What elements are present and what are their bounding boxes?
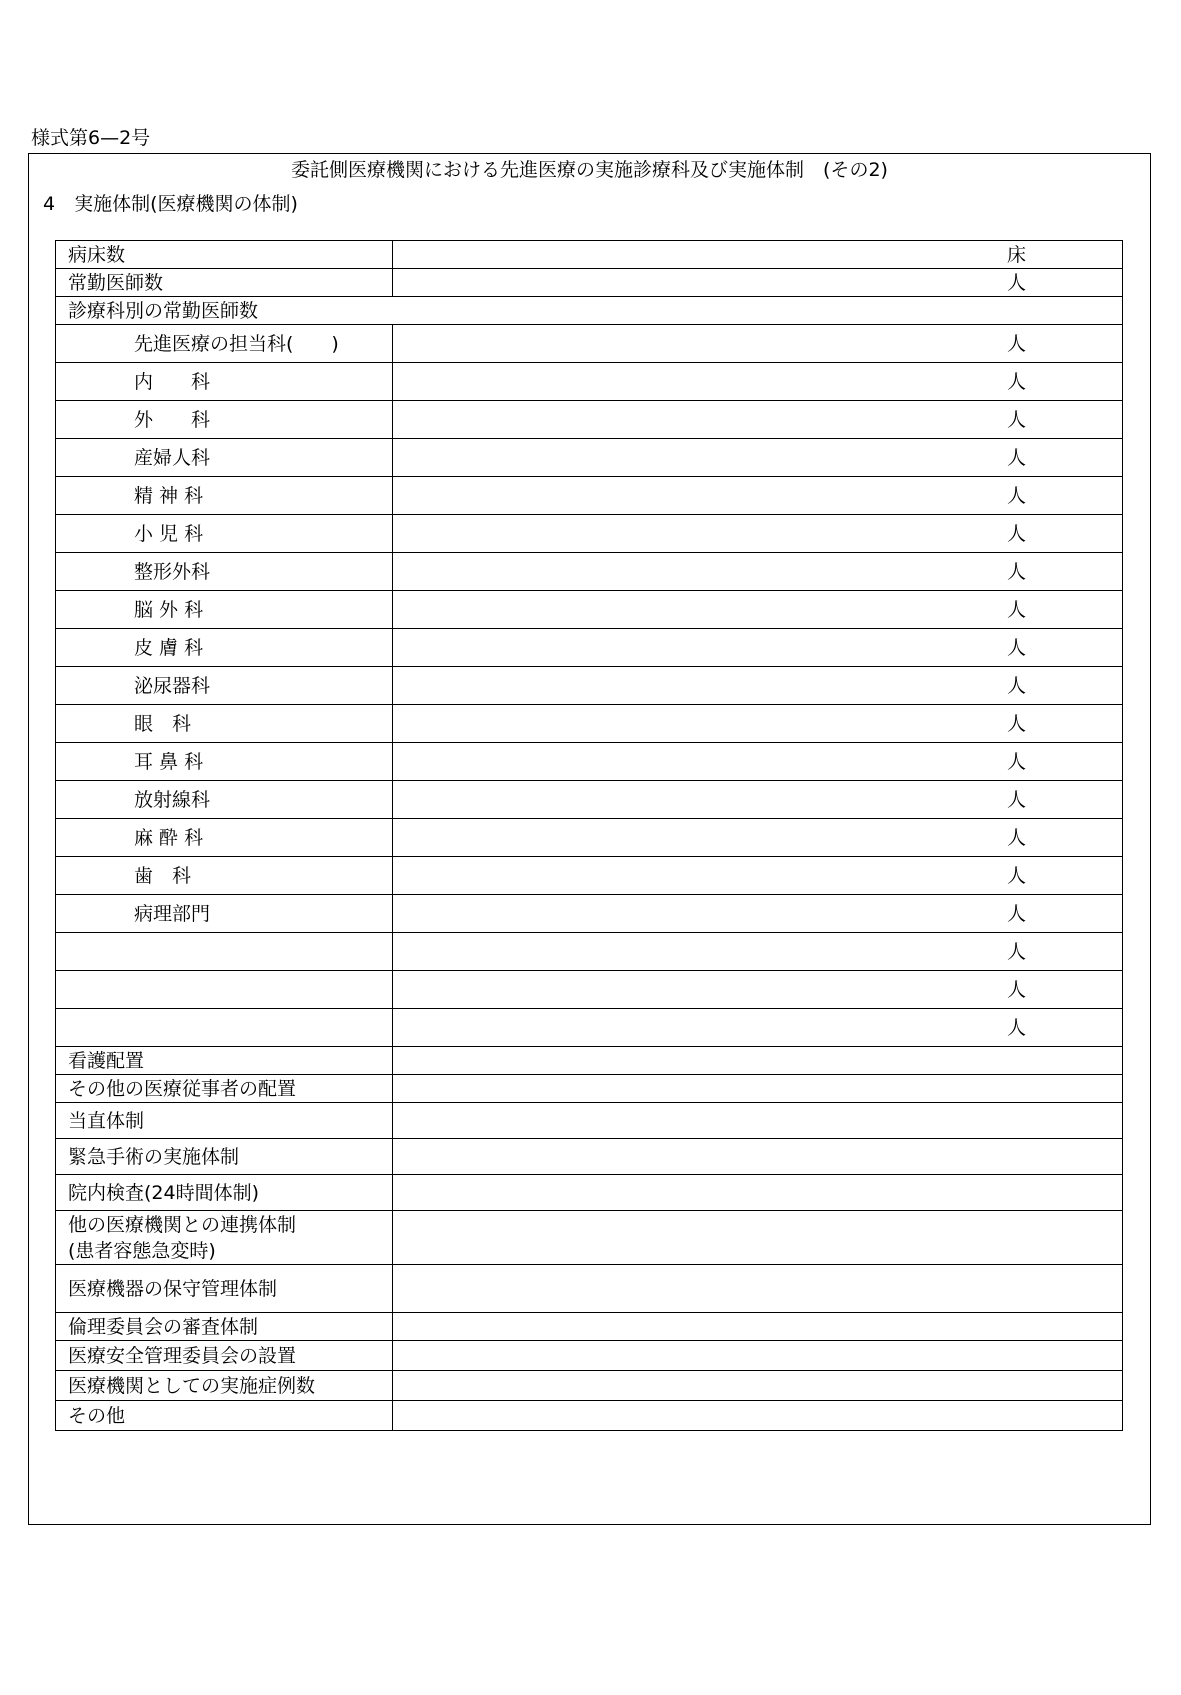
table-row bbox=[56, 743, 1123, 781]
unit-label: 人 bbox=[1006, 522, 1026, 545]
table-row bbox=[56, 1175, 1123, 1211]
table-row bbox=[56, 857, 1123, 895]
department-label: 産婦人科 bbox=[56, 439, 393, 477]
department-label bbox=[56, 1009, 393, 1047]
cooperation-input[interactable] bbox=[393, 1211, 1123, 1265]
department-count-input[interactable] bbox=[393, 401, 1123, 439]
unit-label: 床 bbox=[1006, 243, 1026, 266]
department-count-input[interactable] bbox=[393, 629, 1123, 667]
department-count-input[interactable] bbox=[393, 553, 1123, 591]
table-row bbox=[56, 401, 1123, 439]
emergency-surgery-label: 緊急手術の実施体制 bbox=[56, 1139, 393, 1175]
beds-label: 病床数 bbox=[56, 241, 393, 269]
unit-label: 人 bbox=[1006, 674, 1026, 697]
department-label: 放射線科 bbox=[56, 781, 393, 819]
by-department-heading: 診療科別の常勤医師数 bbox=[56, 297, 1123, 325]
table-row bbox=[56, 363, 1123, 401]
table-row bbox=[56, 1211, 1123, 1265]
department-count-input[interactable] bbox=[393, 477, 1123, 515]
unit-label: 人 bbox=[1006, 940, 1026, 963]
ethics-label: 倫理委員会の審査体制 bbox=[56, 1313, 393, 1341]
cooperation-label bbox=[56, 1211, 393, 1265]
system-table bbox=[55, 240, 1123, 1431]
department-label: 麻 酔 科 bbox=[56, 819, 393, 857]
other-staff-input[interactable] bbox=[393, 1075, 1123, 1103]
unit-label: 人 bbox=[1006, 598, 1026, 621]
table-row bbox=[56, 1009, 1123, 1047]
unit-label: 人 bbox=[1006, 864, 1026, 887]
department-count-input[interactable] bbox=[393, 1009, 1123, 1047]
unit-label: 人 bbox=[1006, 636, 1026, 659]
cooperation-label-line2: (患者容態急変時) bbox=[68, 1239, 216, 1262]
department-count-input[interactable] bbox=[393, 591, 1123, 629]
department-count-input[interactable] bbox=[393, 515, 1123, 553]
fulltime-doctors-input[interactable] bbox=[393, 269, 1123, 297]
beds-input[interactable] bbox=[393, 241, 1123, 269]
table-row bbox=[56, 1265, 1123, 1313]
table-row bbox=[56, 1047, 1123, 1075]
department-label bbox=[56, 933, 393, 971]
unit-label: 人 bbox=[1006, 271, 1026, 294]
department-label: 先進医療の担当科( ) bbox=[56, 325, 393, 363]
nursing-label: 看護配置 bbox=[56, 1047, 393, 1075]
unit-label: 人 bbox=[1006, 370, 1026, 393]
table-row bbox=[56, 1401, 1123, 1431]
department-count-input[interactable] bbox=[393, 363, 1123, 401]
unit-label: 人 bbox=[1006, 1016, 1026, 1039]
table-row bbox=[56, 781, 1123, 819]
other-label: その他 bbox=[56, 1401, 393, 1431]
table-row bbox=[56, 297, 1123, 325]
department-label: 皮 膚 科 bbox=[56, 629, 393, 667]
cooperation-label-line1: 他の医療機関との連携体制 bbox=[68, 1213, 297, 1236]
table-row bbox=[56, 895, 1123, 933]
unit-label: 人 bbox=[1006, 408, 1026, 431]
on-duty-input[interactable] bbox=[393, 1103, 1123, 1139]
department-label: 泌尿器科 bbox=[56, 667, 393, 705]
unit-label: 人 bbox=[1006, 826, 1026, 849]
department-rows bbox=[56, 325, 1123, 1047]
department-label: 歯 科 bbox=[56, 857, 393, 895]
table-row bbox=[56, 439, 1123, 477]
table-row bbox=[56, 667, 1123, 705]
unit-label: 人 bbox=[1006, 902, 1026, 925]
unit-label: 人 bbox=[1006, 560, 1026, 583]
unit-label: 人 bbox=[1006, 484, 1026, 507]
table-row bbox=[56, 1371, 1123, 1401]
department-label: 精 神 科 bbox=[56, 477, 393, 515]
table-row bbox=[56, 269, 1123, 297]
section-heading: 4 実施体制(医療機関の体制) bbox=[43, 193, 298, 215]
table-row bbox=[56, 1103, 1123, 1139]
form-number: 様式第6—2号 bbox=[31, 127, 151, 149]
department-label: 整形外科 bbox=[56, 553, 393, 591]
department-count-input[interactable] bbox=[393, 971, 1123, 1009]
form-frame bbox=[28, 153, 1151, 1525]
nursing-input[interactable] bbox=[393, 1047, 1123, 1075]
department-count-input[interactable] bbox=[393, 667, 1123, 705]
department-label: 小 児 科 bbox=[56, 515, 393, 553]
department-count-input[interactable] bbox=[393, 781, 1123, 819]
table-row bbox=[56, 325, 1123, 363]
case-count-input[interactable] bbox=[393, 1371, 1123, 1401]
unit-label: 人 bbox=[1006, 712, 1026, 735]
form-title: 委託側医療機関における先進医療の実施診療科及び実施体制 (その2) bbox=[291, 159, 888, 181]
table-row bbox=[56, 477, 1123, 515]
table-row bbox=[56, 629, 1123, 667]
table-row bbox=[56, 971, 1123, 1009]
table-row bbox=[56, 241, 1123, 269]
department-count-input[interactable] bbox=[393, 857, 1123, 895]
equipment-label: 医療機器の保守管理体制 bbox=[56, 1265, 393, 1313]
department-label: 眼 科 bbox=[56, 705, 393, 743]
department-count-input[interactable] bbox=[393, 743, 1123, 781]
inhouse-tests-input[interactable] bbox=[393, 1175, 1123, 1211]
table-row bbox=[56, 819, 1123, 857]
table-row bbox=[56, 705, 1123, 743]
table-row bbox=[56, 933, 1123, 971]
fulltime-doctors-label: 常勤医師数 bbox=[56, 269, 393, 297]
table-row bbox=[56, 553, 1123, 591]
department-count-input[interactable] bbox=[393, 895, 1123, 933]
inhouse-tests-label: 院内検査(24時間体制) bbox=[56, 1175, 393, 1211]
safety-input[interactable] bbox=[393, 1341, 1123, 1371]
department-label: 内 科 bbox=[56, 363, 393, 401]
table-row bbox=[56, 591, 1123, 629]
safety-label: 医療安全管理委員会の設置 bbox=[56, 1341, 393, 1371]
unit-label: 人 bbox=[1006, 446, 1026, 469]
department-count-input[interactable] bbox=[393, 439, 1123, 477]
department-count-input[interactable] bbox=[393, 705, 1123, 743]
department-label bbox=[56, 971, 393, 1009]
department-label: 病理部門 bbox=[56, 895, 393, 933]
department-label: 脳 外 科 bbox=[56, 591, 393, 629]
other-input[interactable] bbox=[393, 1401, 1123, 1431]
table-row bbox=[56, 1341, 1123, 1371]
department-count-input[interactable] bbox=[393, 325, 1123, 363]
case-count-label: 医療機関としての実施症例数 bbox=[56, 1371, 393, 1401]
table-row bbox=[56, 515, 1123, 553]
unit-label: 人 bbox=[1006, 332, 1026, 355]
ethics-input[interactable] bbox=[393, 1313, 1123, 1341]
table-row bbox=[56, 1139, 1123, 1175]
department-label: 耳 鼻 科 bbox=[56, 743, 393, 781]
department-label: 外 科 bbox=[56, 401, 393, 439]
department-count-input[interactable] bbox=[393, 819, 1123, 857]
unit-label: 人 bbox=[1006, 750, 1026, 773]
other-staff-label: その他の医療従事者の配置 bbox=[56, 1075, 393, 1103]
equipment-input[interactable] bbox=[393, 1265, 1123, 1313]
emergency-surgery-input[interactable] bbox=[393, 1139, 1123, 1175]
on-duty-label: 当直体制 bbox=[56, 1103, 393, 1139]
table-row bbox=[56, 1075, 1123, 1103]
unit-label: 人 bbox=[1006, 788, 1026, 811]
department-count-input[interactable] bbox=[393, 933, 1123, 971]
unit-label: 人 bbox=[1006, 978, 1026, 1001]
table-row bbox=[56, 1313, 1123, 1341]
